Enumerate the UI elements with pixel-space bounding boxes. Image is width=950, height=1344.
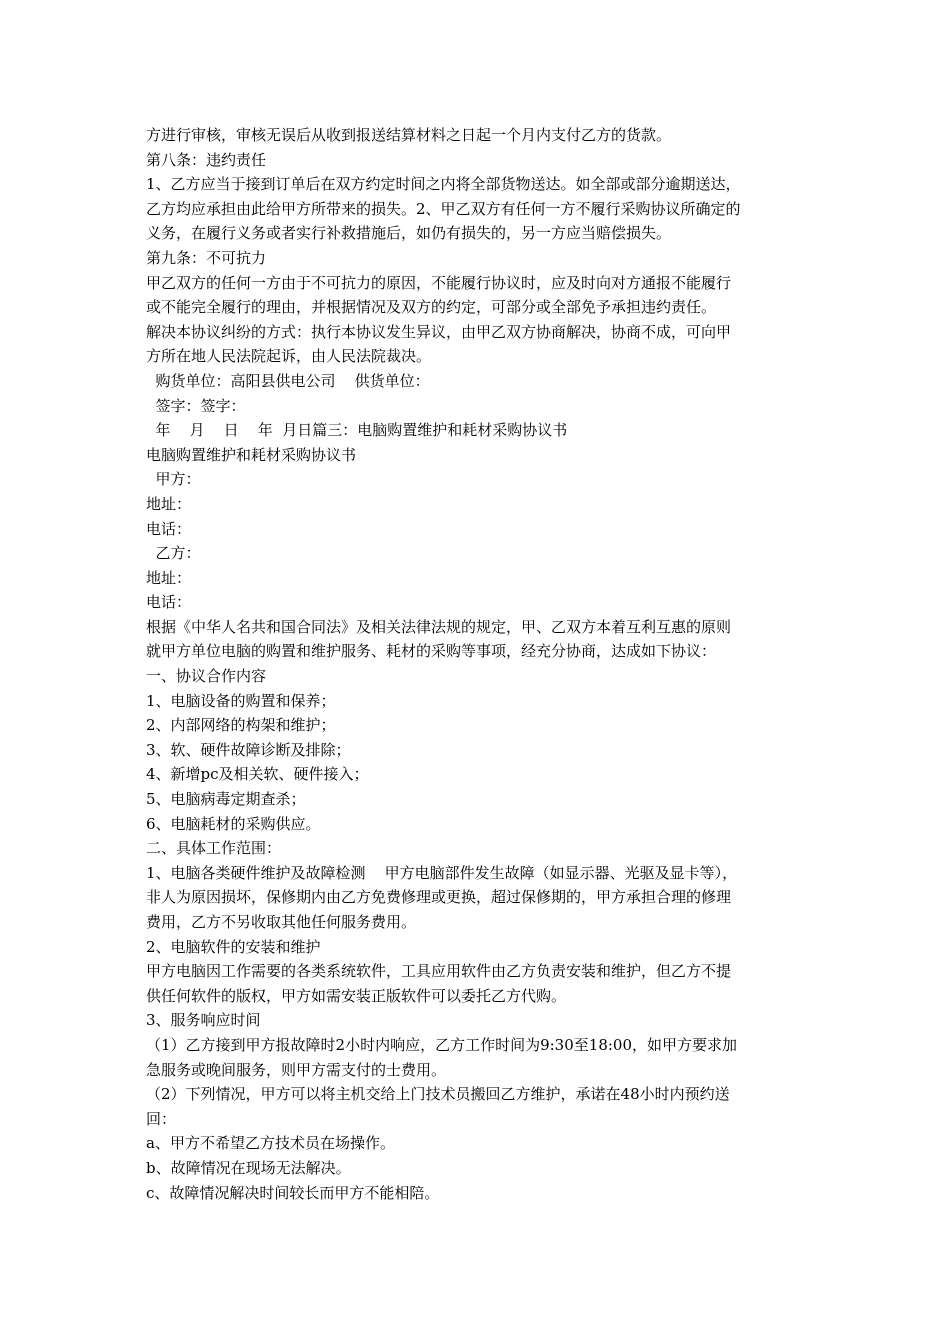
date-line: 年 月 日 年 月日篇三：电脑购置维护和耗材采购协议书 — [146, 421, 568, 440]
text-line: 1、电脑各类硬件维护及故障检测 甲方电脑部件发生故障（如显示器、光驱及显卡等）， — [146, 863, 738, 882]
party-a-label: 甲方： — [146, 470, 201, 489]
text-line: 方进行审核，审核无误后从收到报送结算材料之日起一个月内支付乙方的货款。 — [146, 126, 672, 144]
text-line: 急服务或晚间服务，则甲方需支付的士费用。 — [146, 1060, 447, 1079]
list-item: 2、内部网络的构架和维护； — [146, 716, 336, 735]
section-heading: 二、具体工作范围： — [146, 839, 282, 858]
list-item: a、甲方不希望乙方技术员在场操作。 — [146, 1134, 395, 1153]
phone-label: 电话： — [146, 593, 192, 612]
text-line: 非人为原因损坏，保修期内由乙方免费修理或更换，超过保修期的，甲方承担合理的修理 — [146, 888, 732, 907]
signature-line: 购货单位：高阳县供电公司 供货单位： — [146, 371, 430, 390]
text-line: 解决本协议纠纷的方式：执行本协议发生异议，由甲乙双方协商解决，协商不成，可向甲 — [146, 322, 732, 341]
list-item: 4、新增pc及相关软、硬件接入； — [146, 765, 369, 784]
document-title: 电脑购置维护和耗材采购协议书 — [146, 445, 357, 464]
address-label: 地址： — [146, 494, 192, 513]
section-heading: 一、协议合作内容 — [146, 667, 267, 686]
text-line: 1、乙方应当于接到订单后在双方约定时间之内将全部货物送达。如全部或部分逾期送达， — [146, 175, 741, 194]
phone-label: 电话： — [146, 519, 192, 538]
text-line: 费用，乙方不另收取其他任何服务费用。 — [146, 913, 417, 931]
text-line: 或不能完全履行的理由，并根据情况及双方的约定，可部分或全部免予承担违约责任。 — [146, 298, 717, 317]
text-line: 供任何软件的版权，甲方如需安装正版软件可以委托乙方代购。 — [146, 986, 567, 1005]
list-item: 1、电脑设备的购置和保养； — [146, 691, 336, 710]
text-line: 方所在地人民法院起诉，由人民法院裁决。 — [146, 347, 432, 366]
address-label: 地址： — [146, 568, 192, 587]
text-line: 甲乙双方的任何一方由于不可抗力的原因，不能履行协议时，应及时向对方通报不能履行 — [146, 273, 732, 292]
text-line: （2）下列情况，甲方可以将主机交给上门技术员搬回乙方维护，承诺在48小时内预约送 — [146, 1085, 730, 1104]
section-heading: 第八条：违约责任 — [146, 150, 267, 169]
text-line: 乙方均应承担由此给甲方所带来的损失。2、甲乙双方有任何一方不履行采购协议所确定的 — [146, 199, 741, 218]
subsection-heading: 3、服务响应时间 — [146, 1011, 261, 1030]
list-item: 3、软、硬件故障诊断及排除； — [146, 740, 351, 759]
list-item: 5、电脑病毒定期查杀； — [146, 790, 306, 809]
subsection-heading: 2、电脑软件的安装和维护 — [146, 937, 321, 956]
list-item: c、故障情况解决时间较长而甲方不能相陪。 — [146, 1183, 440, 1202]
text-line: （1）乙方接到甲方报故障时2小时内响应，乙方工作时间为9:30至18:00，如甲方要求加 — [146, 1035, 738, 1054]
text-line: 义务，在履行义务或者实行补救措施后，如仍有损失的，另一方应当赔偿损失。 — [146, 224, 672, 243]
text-line: 就甲方单位电脑的购置和维护服务、耗材的采购等事项，经充分协商，达成如下协议： — [146, 642, 717, 661]
text-line: 根据《中华人名共和国合同法》及相关法律法规的规定，甲、乙双方本着互利互惠的原则 — [146, 617, 732, 636]
document-page — [146, 123, 814, 1205]
signature-line: 签字：签字： — [146, 396, 246, 415]
party-b-label: 乙方： — [146, 544, 201, 563]
section-heading: 第九条：不可抗力 — [146, 248, 267, 267]
text-line: 回： — [146, 1109, 177, 1128]
text-line: 甲方电脑因工作需要的各类系统软件，工具应用软件由乙方负责安装和维护，但乙方不提 — [146, 962, 732, 981]
list-item: b、故障情况在现场无法解决。 — [146, 1158, 351, 1177]
list-item: 6、电脑耗材的采购供应。 — [146, 814, 321, 833]
